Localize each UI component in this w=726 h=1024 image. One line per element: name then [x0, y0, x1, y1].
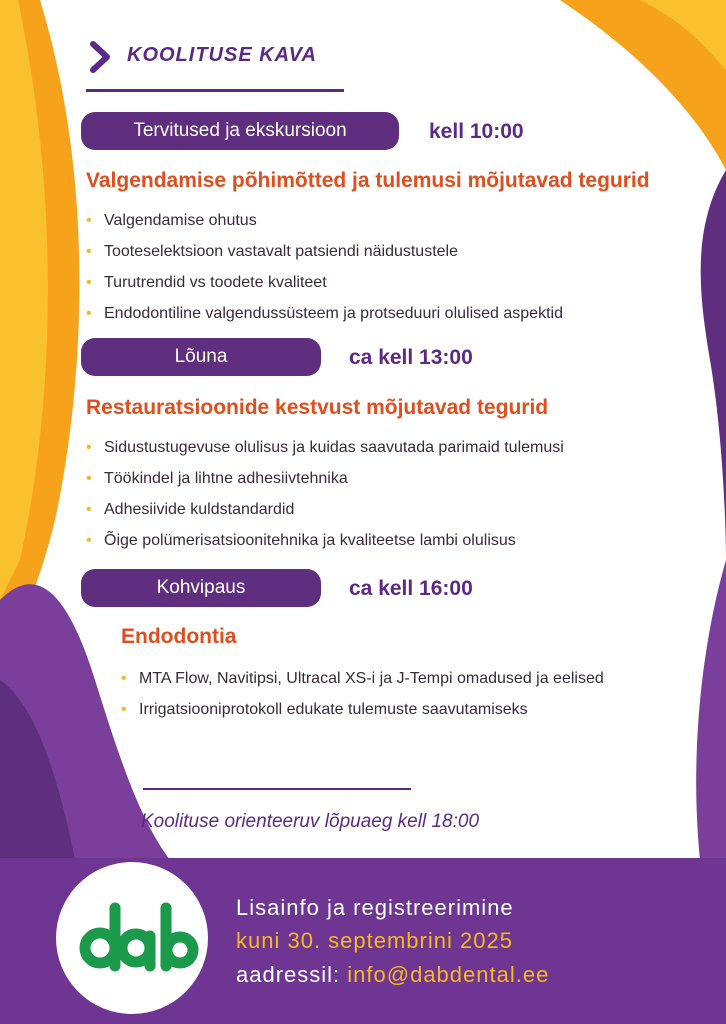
- right-purple-band-lower: [696, 560, 726, 860]
- list-item: • Tooteselektsioon vastavalt patsiendi näidustustele: [86, 241, 563, 272]
- footer-address-label: aadressil:: [236, 962, 341, 987]
- chevron-right-icon: [88, 40, 114, 74]
- session-3-list: [121, 668, 604, 730]
- footer-contact: [236, 962, 549, 988]
- header-divider: [86, 89, 344, 92]
- end-time-note: Koolituse orienteeruv lõpuaeg kell 18:00: [141, 811, 480, 832]
- page-title: KOOLITUSE KAVA: [127, 44, 317, 66]
- session-1-pill: Tervitused ja ekskursioon: [81, 112, 399, 150]
- list-item: • Õige polümerisatsioonitehnika ja kvaliteetse lambi olulisus: [86, 530, 564, 561]
- session-3-pill: Kohvipaus: [81, 569, 321, 607]
- session-1-time: kell 10:00: [429, 120, 524, 143]
- list-item: • Irrigatsiooniprotokoll edukate tulemuste saavutamiseks: [121, 699, 604, 730]
- list-item: • Adhesiivide kuldstandardid: [86, 499, 564, 530]
- session-2-pill: Lõuna: [81, 338, 321, 376]
- session-3-time: ca kell 16:00: [349, 577, 473, 600]
- session-3-heading: Endodontia: [121, 625, 237, 648]
- session-2-list: [86, 437, 564, 561]
- session-1-heading: Valgendamise põhimõtted ja tulemusi mõjutavad tegurid: [86, 169, 650, 192]
- list-item: • Töökindel ja lihtne adhesiivtehnika: [86, 468, 564, 499]
- list-item: • Endodontiline valgendussüsteem ja protseduuri olulised aspektid: [86, 303, 563, 334]
- list-item: • MTA Flow, Navitipsi, Ultracal XS-i ja J-Tempi omadused ja eelised: [121, 668, 604, 699]
- footer-deadline: kuni 30. septembrini 2025: [236, 928, 513, 953]
- list-item: • Turutrendid vs toodete kvaliteet: [86, 272, 563, 303]
- end-divider: [143, 788, 411, 790]
- session-2-heading: Restauratsioonide kestvust mõjutavad tegurid: [86, 396, 549, 419]
- session-1-list: [86, 210, 563, 334]
- logo-circle: [56, 862, 208, 1014]
- list-item: • Valgendamise ohutus: [86, 210, 563, 241]
- list-item: • Sidustustugevuse olulisus ja kuidas saavutada parimaid tulemusi: [86, 437, 564, 468]
- dab-logo: [56, 862, 208, 1014]
- footer-info-line: Lisainfo ja registreerimine: [236, 895, 514, 920]
- footer-email-link[interactable]: info@dabdental.ee: [347, 962, 550, 987]
- right-purple-band: [701, 170, 726, 560]
- session-2-time: ca kell 13:00: [349, 346, 473, 369]
